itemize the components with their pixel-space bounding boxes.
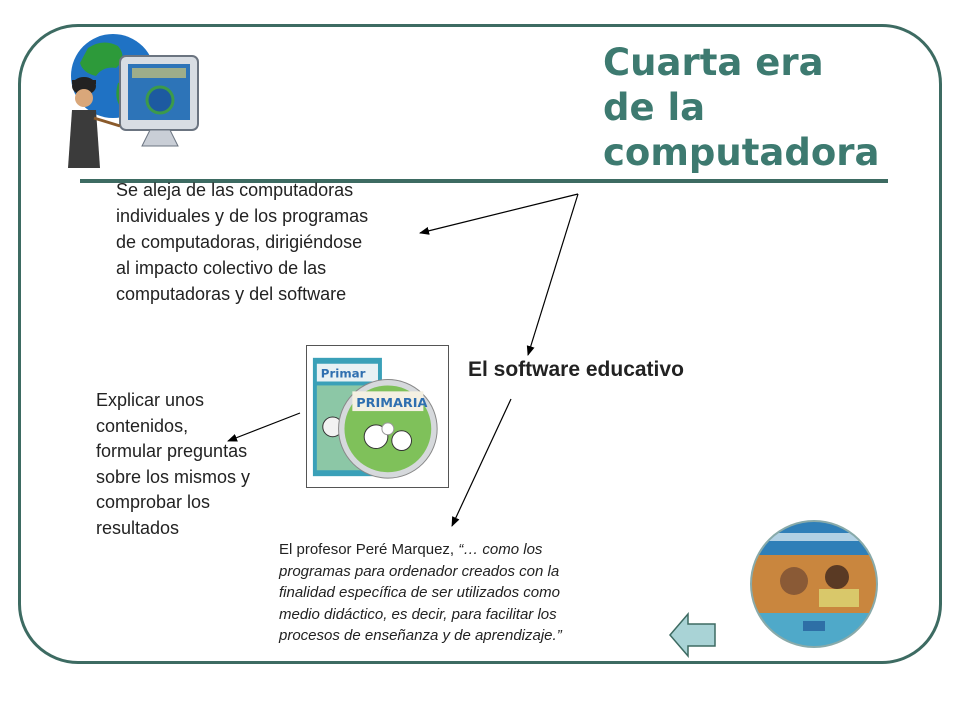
quote-line: procesos de enseñanza y de aprendizaje.” — [279, 627, 562, 644]
slide-title — [603, 40, 903, 175]
purpose-text — [96, 388, 286, 541]
intro-line: al impacto colectivo de las — [116, 258, 327, 278]
cd-case-image — [306, 345, 449, 488]
quote-line-1 — [279, 539, 649, 561]
intro-line: individuales y de los programas — [116, 206, 369, 226]
purpose-line: formular preguntas — [96, 441, 248, 461]
back-arrow-icon — [670, 614, 715, 656]
title-line-2: de la — [603, 86, 706, 129]
purpose-line: sobre los mismos y — [96, 466, 251, 487]
purpose-line: Explicar unos — [96, 390, 205, 410]
software-heading: El software educativo — [468, 358, 684, 381]
quote-fragment: “… como los — [458, 541, 543, 558]
title-line-1: Cuarta era — [603, 41, 824, 84]
svg-text:PRIMARIA: PRIMARIA — [356, 396, 428, 412]
educational-disc-image — [749, 519, 879, 649]
intro-text — [116, 177, 426, 307]
intro-line: Se aleja de las computadoras — [116, 180, 354, 200]
quote-line: programas para ordenador creados con la — [279, 562, 560, 580]
purpose-line: comprobar los — [96, 492, 211, 512]
intro-line: de computadoras, dirigiéndose — [116, 232, 363, 252]
purpose-line: contenidos, — [96, 415, 189, 436]
quote-text — [279, 539, 649, 647]
intro-line: computadoras y del software — [116, 284, 347, 304]
purpose-line: resultados — [96, 517, 180, 538]
quote-line: finalidad específica de ser utilizados como — [279, 584, 560, 601]
globe-computer-icon — [58, 28, 203, 176]
back-arrow-button[interactable] — [668, 612, 718, 658]
quote-line: medio didáctico, es decir, para facilitar los — [279, 605, 557, 623]
svg-text:Primar: Primar — [320, 366, 366, 381]
title-line-3: computadora — [603, 131, 880, 174]
quote-author: El profesor Peré Marquez, — [279, 541, 459, 558]
